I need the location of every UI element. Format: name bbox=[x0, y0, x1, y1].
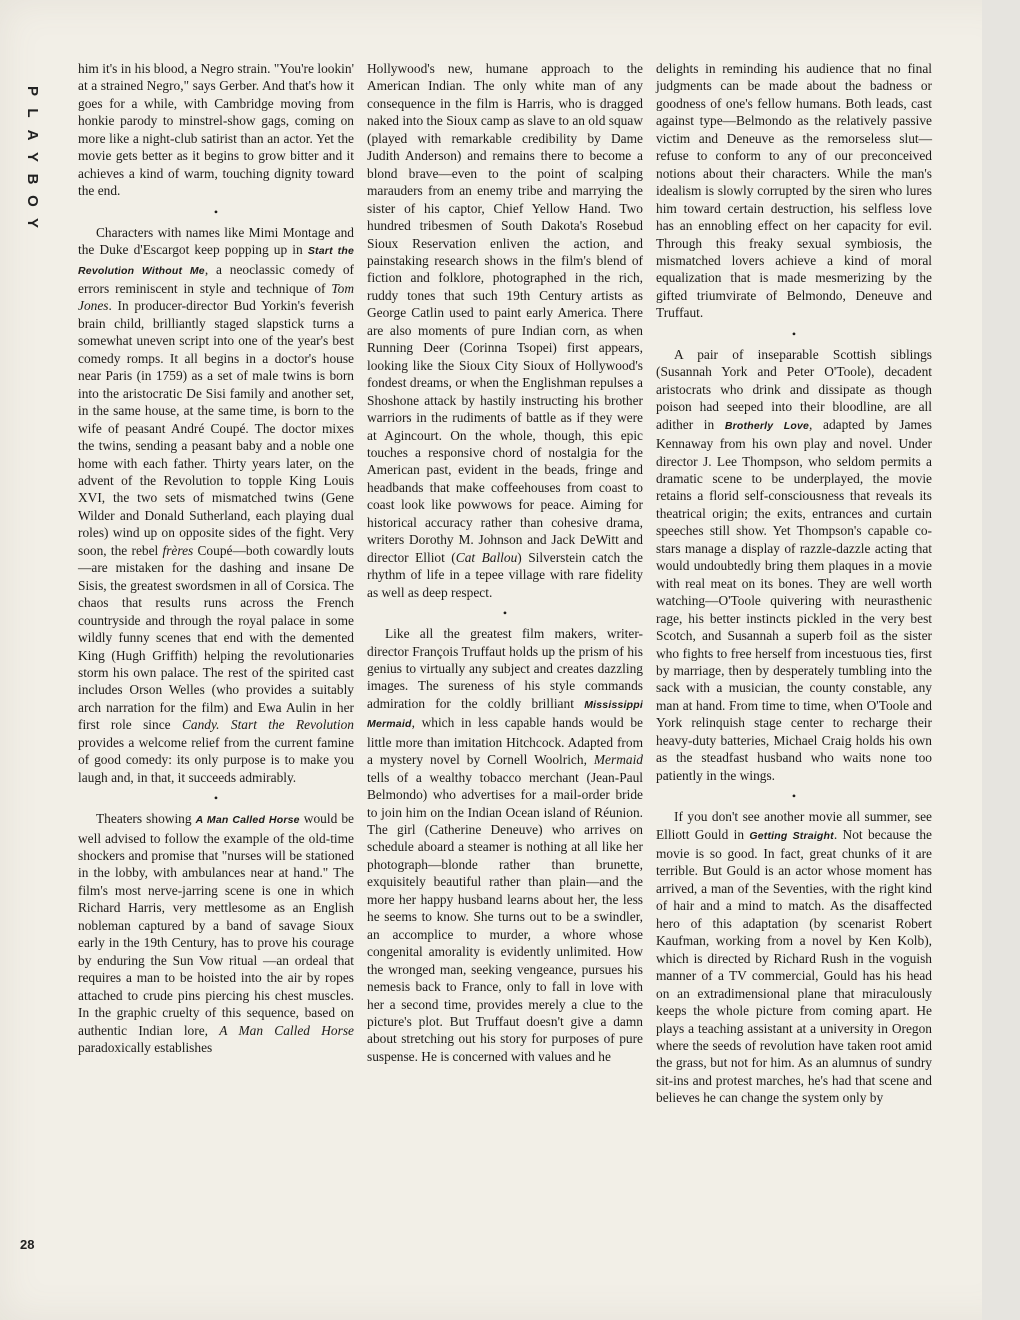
text-column-2 bbox=[367, 60, 643, 1065]
text-run: Characters with names like Mimi Montage and the Duke d'Escargot keep popping up in bbox=[78, 224, 354, 258]
folio-letter: P bbox=[24, 85, 41, 96]
paragraph bbox=[367, 625, 643, 1065]
italic-title: Candy. Start the Revolution bbox=[181, 717, 354, 733]
film-title: A Man Called Horse bbox=[195, 814, 300, 827]
folio-letter: O bbox=[24, 195, 41, 207]
section-separator: • bbox=[213, 791, 219, 806]
italic-word: frères bbox=[162, 542, 194, 558]
folio-letter: A bbox=[24, 129, 41, 141]
section-separator: • bbox=[791, 326, 797, 341]
text-run: If you don't see another movie all summer, see Elliott Gould in bbox=[656, 809, 932, 842]
text-run: Hollywood's new, humane approach to the American Indian. The only white man of any consequence in the film is Harris, who is dragged naked into the Sioux camp as slave to an old squaw (played with remarkable credibility by Dame Judith Anderson) and remains there to become a blond brave—even to the point of scalping marauders from an enemy tribe and marrying the sister of his captor, Chief Yellow Hand. Two hundred tribesmen of South Dakota's Rosebud Sioux Reservation enliven the action, and painstaking research shows in the film's blend of fiction and folklore, photographed in the rich, ruddy tones that such 19th Century artists as George Catlin used to paint early America. There are also moments of pure Indian corn, as when Running Deer (Corinna Tsopei) first appears, looking like the Sioux City Sioux of Hollywood's fondest dreams, or when the Englishman repulses a Shoshone attack by hastily instructing his brother warriors in the rudiments of battle as if they were at Agincourt. On the whole, though, this epic touches a responsive chord of nostalgia for the American past, evident in the beads, fringe and headbands that make coffeehouses from coast to coast look like powwows for peace. Aiming for historical accuracy rather than cohesive drama, writers Dorothy M. Johnson and Jack DeWitt and director Elliot ( bbox=[367, 61, 643, 565]
text-run: provides a welcome relief from the current famine of good comedy: its only purpose is to make you laugh and, in that, it succeeds admirably. bbox=[78, 734, 354, 785]
film-title: Getting Straight bbox=[749, 829, 834, 842]
paragraph: him it's in his blood, a Negro strain. "You're lookin' at a strained Negro," says Gerber. And that's how it goes for a while, with Cambridge moving from honkie parody to minstrel-show gags, coming on more like a night-club satirist than an actor. Yet the movie gets better as it begins to grow bitter and it achieves a kind of warm, touching dignity toward the end. bbox=[78, 61, 354, 199]
page-margin-strip bbox=[982, 0, 1020, 1320]
section-separator: • bbox=[502, 606, 508, 621]
film-title: Brotherly Love bbox=[724, 419, 810, 432]
text-run: . In producer-director Bud Yorkin's feverish brain child, brilliantly staged slapstick turns a somewhat uneven script into one of the year's best comedy romps. It all begins in a doctor's house near Paris (in 1759) as a set of male twins is born into the aristocratic De Sisi family and another set, in the same house, at the same time, is born to the wife of peasant André Coupé. The doctor mixes the twins, sending a peasant baby and a noble one home with each father. Thirty years later, on the advent of the Revolution to topple King Louis XVI, the two sets of mismatched twins (Gene Wilder and Donald Sutherland, each playing dual roles) wind up on opposite sides of the fight. Very soon, the rebel bbox=[78, 298, 354, 558]
folio-letter: Y bbox=[24, 151, 41, 162]
text-run: A pair of inseparable Scottish siblings (Susannah York and Peter O'Toole), decadent aristocrats who drink and dissipate as though poison had seeped into their bloodline, are all adither in bbox=[656, 346, 932, 432]
paragraph bbox=[656, 808, 932, 1107]
text-run: would be well advised to follow the example of the old-time shockers and promise that "nurses will be stationed in the lobby, with ambulances near at hand." The film's most nerve-jarring scene is one in which Richard Harris, very mettlesome as an English nobleman captured by a band of savage Sioux early in the 19th Century, has to prove his courage by enduring the Sun Vow ritual —an ordeal that requires a man to be hoisted into the air by ropes attached to crude pins piercing his chest muscles. In the graphic cruelty of this sequence, based on authentic Indian lore, bbox=[78, 811, 354, 1038]
page-number: 28 bbox=[20, 1237, 35, 1252]
italic-title: Mermaid bbox=[593, 752, 643, 768]
text-run: Coupé—both cowardly louts—are mistaken for the dashing and insane De Sisis, the greatest swordsmen in all of Corsica. The chaos that results runs across the French countryside and through the royal palace in some wildly funny scenes that end with the demented King (Hugh Griffith) helping the revolutionaries storm his own palace. The rest of the spirited cast includes Orson Welles (who provides a suitably arch narration for the film) and Ewa Aulin in her first role since bbox=[78, 542, 354, 733]
text-run: Theaters showing bbox=[96, 811, 196, 827]
paragraph: delights in reminding his audience that no final judgments can be made about the badness or goodness of one's fellow humans. Both leads, cast against type—Belmondo as the relatively passive victim and Deneuve as the remorseless slut—refuse to conform to any of our preconceived notions about their characters. While the man's idealism is slowly corrupted by the siren who lures him toward certain destruction, his selfless love has an ennobling effect on her capacity for evil. Through this freaky sexual symbiosis, the mismatched lovers achieve a kind of moral equalization that is made mesmerizing by the gifted triumvirate of Belmondo, Deneuve and Truffaut. bbox=[656, 61, 932, 321]
text-column-3 bbox=[656, 60, 932, 1107]
folio-letter: B bbox=[24, 173, 41, 185]
folio-letter: L bbox=[24, 108, 41, 118]
section-separator: • bbox=[213, 204, 219, 219]
paragraph bbox=[78, 810, 354, 1056]
italic-title: A Man Called Horse bbox=[219, 1022, 354, 1038]
text-column-1 bbox=[78, 60, 354, 1056]
text-run: paradoxically establishes bbox=[78, 1040, 213, 1056]
paragraph bbox=[78, 224, 354, 787]
folio-letter: Y bbox=[24, 217, 41, 228]
paragraph bbox=[656, 346, 932, 784]
text-run: Like all the greatest film makers, writer-director François Truffaut holds up the prism of his genius to virtually any subject and creates dazzling images. The sureness of his style commands admiration for the coldly brilliant bbox=[367, 626, 643, 711]
section-separator: • bbox=[791, 789, 797, 804]
text-run: , which in less capable hands would be little more than imitation Hitchcock. Adapted from a mystery novel by Cornell Woolrich, bbox=[367, 715, 643, 768]
running-head-magazine-name bbox=[20, 80, 44, 234]
film-title: Mississippi Mermaid bbox=[367, 698, 643, 731]
text-run: . Not because the movie is so good. In fact, great chunks of it are terrible. But Gould is an actor whose moment has arrived, a man of the Seventies, with the right kind of hair and a mind to match. As the disaffected hero of this adaptation (by scenarist Robert Kaufman, working from a novel by Ken Kolb), which is directed by Richard Rush in the voguish manner of a TV commercial, Gould has his head on an extradimensional plane that miraculously keeps the whole picture from coming apart. He plays a teaching assistant at a university in Oregon where the seeds of revolution have taken root amid the grass, but not for him. As an alumnus of sundry sit-ins and protest marches, he's had that scene and believes he can change the system only by bbox=[656, 826, 932, 1106]
text-run: ) Silverstein catch the rhythm of life in a tepee village with rare fidelity as well as deep respect. bbox=[367, 549, 643, 600]
text-run: , adapted by James Kennaway from his own play and novel. Under director J. Lee Thompson, who seldom permits a dramatic scene to be underplayed, the movie retains a florid self-consciousness that reveals its theatrical origin; the exits, entrances and curtain speeches still show. Yet Thompson's capable co-stars manage a display of razzle-dazzle acting that would undoubtedly bring them plaques in a movie with real meat on its bones. They are well worth watching—O'Toole quivering with neurasthenic rage, his better instincts pickled in the very best Scotch, and Susannah a superb foil as the sister who fights to free herself from incestuous ties, first by marriage, then by desperately tumbling into the sack with a musician, the county constable, any man at hand. From time to time, when O'Toole and York relinquish stage center to recharge their heavy-duty batteries, Michael Craig holds his own as the steadfast husband who waits none too patiently in the wings. bbox=[656, 416, 932, 783]
italic-title: Cat Ballou bbox=[455, 549, 518, 565]
film-title: Start the Revolution Without Me bbox=[78, 245, 354, 277]
paragraph bbox=[367, 60, 643, 601]
text-run: tells of a wealthy tobacco merchant (Jean-Paul Belmondo) who advertises for a mail-order bride to join him on the Indian Ocean island of Réunion. The girl (Catherine Deneuve) who arrives on schedule aboard a steamer is nothing at all like her photograph—blonde rather than brunette, exquisitely beautiful rather than plain—and the more her happy husband learns about her, the less he seems to know. She turns out to be a swindler, an accomplice to murder, a whore whose congenital amorality is evidently unlimited. How the wronged man, seeking vengeance, pursues his nemesis back to France, only to fall in love with her a second time, provides merely a clue to the picture's plot. But Truffaut doesn't give a damn about stretching out his story for purposes of pure suspense. He is concerned with values and he bbox=[367, 769, 643, 1064]
italic-title: Tom Jones bbox=[78, 280, 354, 314]
text-run: , a neoclassic comedy of errors reminiscent in style and technique of bbox=[78, 261, 354, 296]
